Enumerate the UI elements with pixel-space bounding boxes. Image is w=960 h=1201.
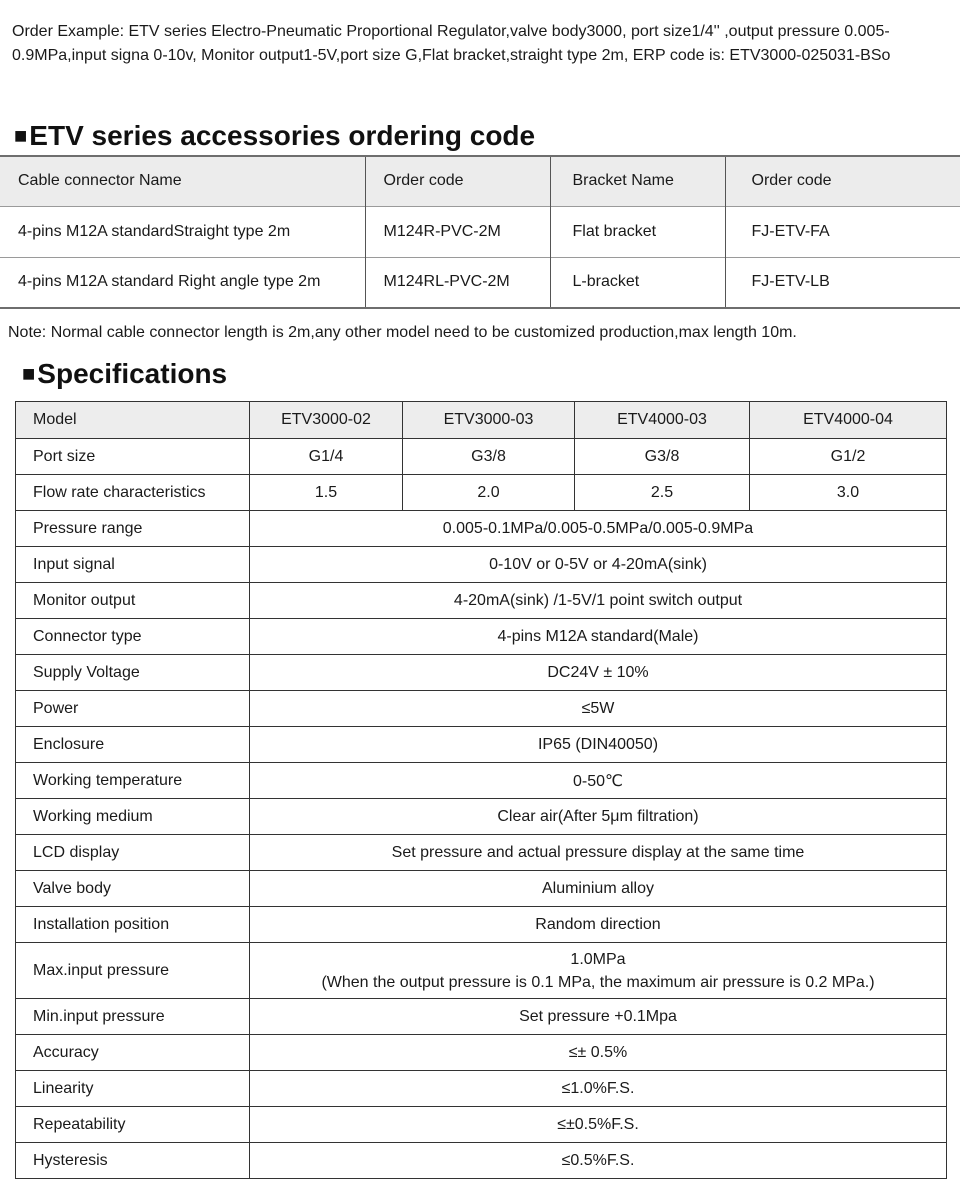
spec-value: ≤0.5%F.S. bbox=[250, 1143, 947, 1179]
spec-value: Set pressure and actual pressure display at the same time bbox=[250, 835, 947, 871]
table-cell: L-bracket bbox=[550, 257, 725, 308]
table-cell: ETV3000-02 bbox=[250, 402, 403, 439]
table-cell: 3.0 bbox=[750, 475, 947, 511]
spec-label: Installation position bbox=[16, 907, 250, 943]
spec-value: DC24V ± 10% bbox=[250, 655, 947, 691]
order-example-text: Order Example: ETV series Electro-Pneumatic Proportional Regulator,valve body3000, port size1/4'' ,output pressure 0.005-0.9MPa,input signa 0-10v, Monitor output1-5V,port size G,Flat bracket,straight type 2m, ERP code is: ETV3000-025031-BSo bbox=[12, 23, 891, 64]
column-header: Order code bbox=[365, 156, 550, 206]
table-cell: ETV3000-03 bbox=[403, 402, 575, 439]
square-bullet-icon: ■ bbox=[14, 123, 28, 148]
max-input-condition: (When the output pressure is 0.1 MPa, the maximum air pressure is 0.2 MPa.) bbox=[321, 973, 875, 991]
table-row bbox=[16, 999, 947, 1035]
table-row bbox=[16, 1035, 947, 1071]
spec-label: Working temperature bbox=[16, 763, 250, 799]
spec-value: 0-10V or 0-5V or 4-20mA(sink) bbox=[250, 547, 947, 583]
table-row bbox=[16, 1071, 947, 1107]
spec-label: Supply Voltage bbox=[16, 655, 250, 691]
spec-label: Working medium bbox=[16, 799, 250, 835]
spec-value: ≤±0.5%F.S. bbox=[250, 1107, 947, 1143]
table-cell: 1.5 bbox=[250, 475, 403, 511]
table-row bbox=[16, 727, 947, 763]
table-cell: G3/8 bbox=[403, 439, 575, 475]
table-row bbox=[16, 799, 947, 835]
table-cell: Flat bracket bbox=[550, 206, 725, 257]
table-row bbox=[16, 1107, 947, 1143]
table-cell: G1/2 bbox=[750, 439, 947, 475]
port-size-row bbox=[16, 439, 947, 475]
spec-label: Accuracy bbox=[16, 1035, 250, 1071]
model-row bbox=[16, 402, 947, 439]
table-row bbox=[16, 583, 947, 619]
table-cell: Model bbox=[16, 402, 250, 439]
spec-label: Valve body bbox=[16, 871, 250, 907]
square-bullet-icon: ■ bbox=[22, 361, 36, 386]
table-row bbox=[0, 257, 960, 308]
max-input-pressure-row bbox=[16, 943, 947, 999]
spec-value bbox=[250, 943, 947, 999]
cable-length-note: Note: Normal cable connector length is 2m,any other model need to be customized production,max length 10m. bbox=[8, 324, 797, 341]
table-cell: FJ-ETV-LB bbox=[725, 257, 960, 308]
spec-label: Monitor output bbox=[16, 583, 250, 619]
spec-value: 0.005-0.1MPa/0.005-0.5MPa/0.005-0.9MPa bbox=[250, 511, 947, 547]
spec-label: Hysteresis bbox=[16, 1143, 250, 1179]
column-header: Bracket Name bbox=[550, 156, 725, 206]
spec-label: Connector type bbox=[16, 619, 250, 655]
table-row bbox=[16, 691, 947, 727]
spec-label: Min.input pressure bbox=[16, 999, 250, 1035]
table-row bbox=[0, 206, 960, 257]
spec-label: Max.input pressure bbox=[16, 943, 250, 999]
table-header-row bbox=[0, 156, 960, 206]
spec-label: Pressure range bbox=[16, 511, 250, 547]
spec-label: LCD display bbox=[16, 835, 250, 871]
specifications-table bbox=[15, 401, 947, 1179]
table-row bbox=[16, 871, 947, 907]
spec-label: Linearity bbox=[16, 1071, 250, 1107]
spec-value: Set pressure +0.1Mpa bbox=[250, 999, 947, 1035]
table-cell: 2.0 bbox=[403, 475, 575, 511]
table-cell: 4-pins M12A standardStraight type 2m bbox=[18, 222, 291, 240]
accessories-title: ETV series accessories ordering code bbox=[29, 120, 536, 151]
table-row bbox=[16, 763, 947, 799]
table-cell: FJ-ETV-FA bbox=[725, 206, 960, 257]
table-cell: ETV4000-04 bbox=[750, 402, 947, 439]
table-cell: Port size bbox=[16, 439, 250, 475]
column-header: Cable connector Name bbox=[0, 156, 365, 206]
spec-label: Power bbox=[16, 691, 250, 727]
table-row bbox=[16, 655, 947, 691]
accessories-heading bbox=[14, 120, 535, 152]
table-cell: G3/8 bbox=[575, 439, 750, 475]
table-cell: ETV4000-03 bbox=[575, 402, 750, 439]
table-row bbox=[16, 907, 947, 943]
spec-value: ≤1.0%F.S. bbox=[250, 1071, 947, 1107]
spec-value: ≤5W bbox=[250, 691, 947, 727]
max-input-value: 1.0MPa bbox=[570, 950, 626, 968]
spec-label: Repeatability bbox=[16, 1107, 250, 1143]
table-cell: M124RL-PVC-2M bbox=[365, 257, 550, 308]
table-cell: M124R-PVC-2M bbox=[365, 206, 550, 257]
spec-value: 4-20mA(sink) /1-5V/1 point switch output bbox=[250, 583, 947, 619]
table-row bbox=[16, 835, 947, 871]
spec-value: Aluminium alloy bbox=[250, 871, 947, 907]
table-row bbox=[16, 1143, 947, 1179]
table-cell: 2.5 bbox=[575, 475, 750, 511]
accessories-table bbox=[0, 155, 960, 309]
table-cell: Flow rate characteristics bbox=[16, 475, 250, 511]
specifications-title: Specifications bbox=[37, 358, 228, 389]
spec-value: 0-50℃ bbox=[250, 763, 947, 799]
column-header: Order code bbox=[725, 156, 960, 206]
flow-rate-row bbox=[16, 475, 947, 511]
spec-value: 4-pins M12A standard(Male) bbox=[250, 619, 947, 655]
table-row bbox=[16, 619, 947, 655]
spec-value: ≤± 0.5% bbox=[250, 1035, 947, 1071]
table-row bbox=[16, 511, 947, 547]
spec-value: Clear air(After 5μm filtration) bbox=[250, 799, 947, 835]
table-cell: 4-pins M12A standard Right angle type 2m bbox=[18, 273, 321, 291]
table-row bbox=[16, 547, 947, 583]
table-cell: G1/4 bbox=[250, 439, 403, 475]
specifications-heading bbox=[22, 358, 227, 390]
spec-label: Enclosure bbox=[16, 727, 250, 763]
spec-label: Input signal bbox=[16, 547, 250, 583]
spec-value: IP65 (DIN40050) bbox=[250, 727, 947, 763]
spec-value: Random direction bbox=[250, 907, 947, 943]
